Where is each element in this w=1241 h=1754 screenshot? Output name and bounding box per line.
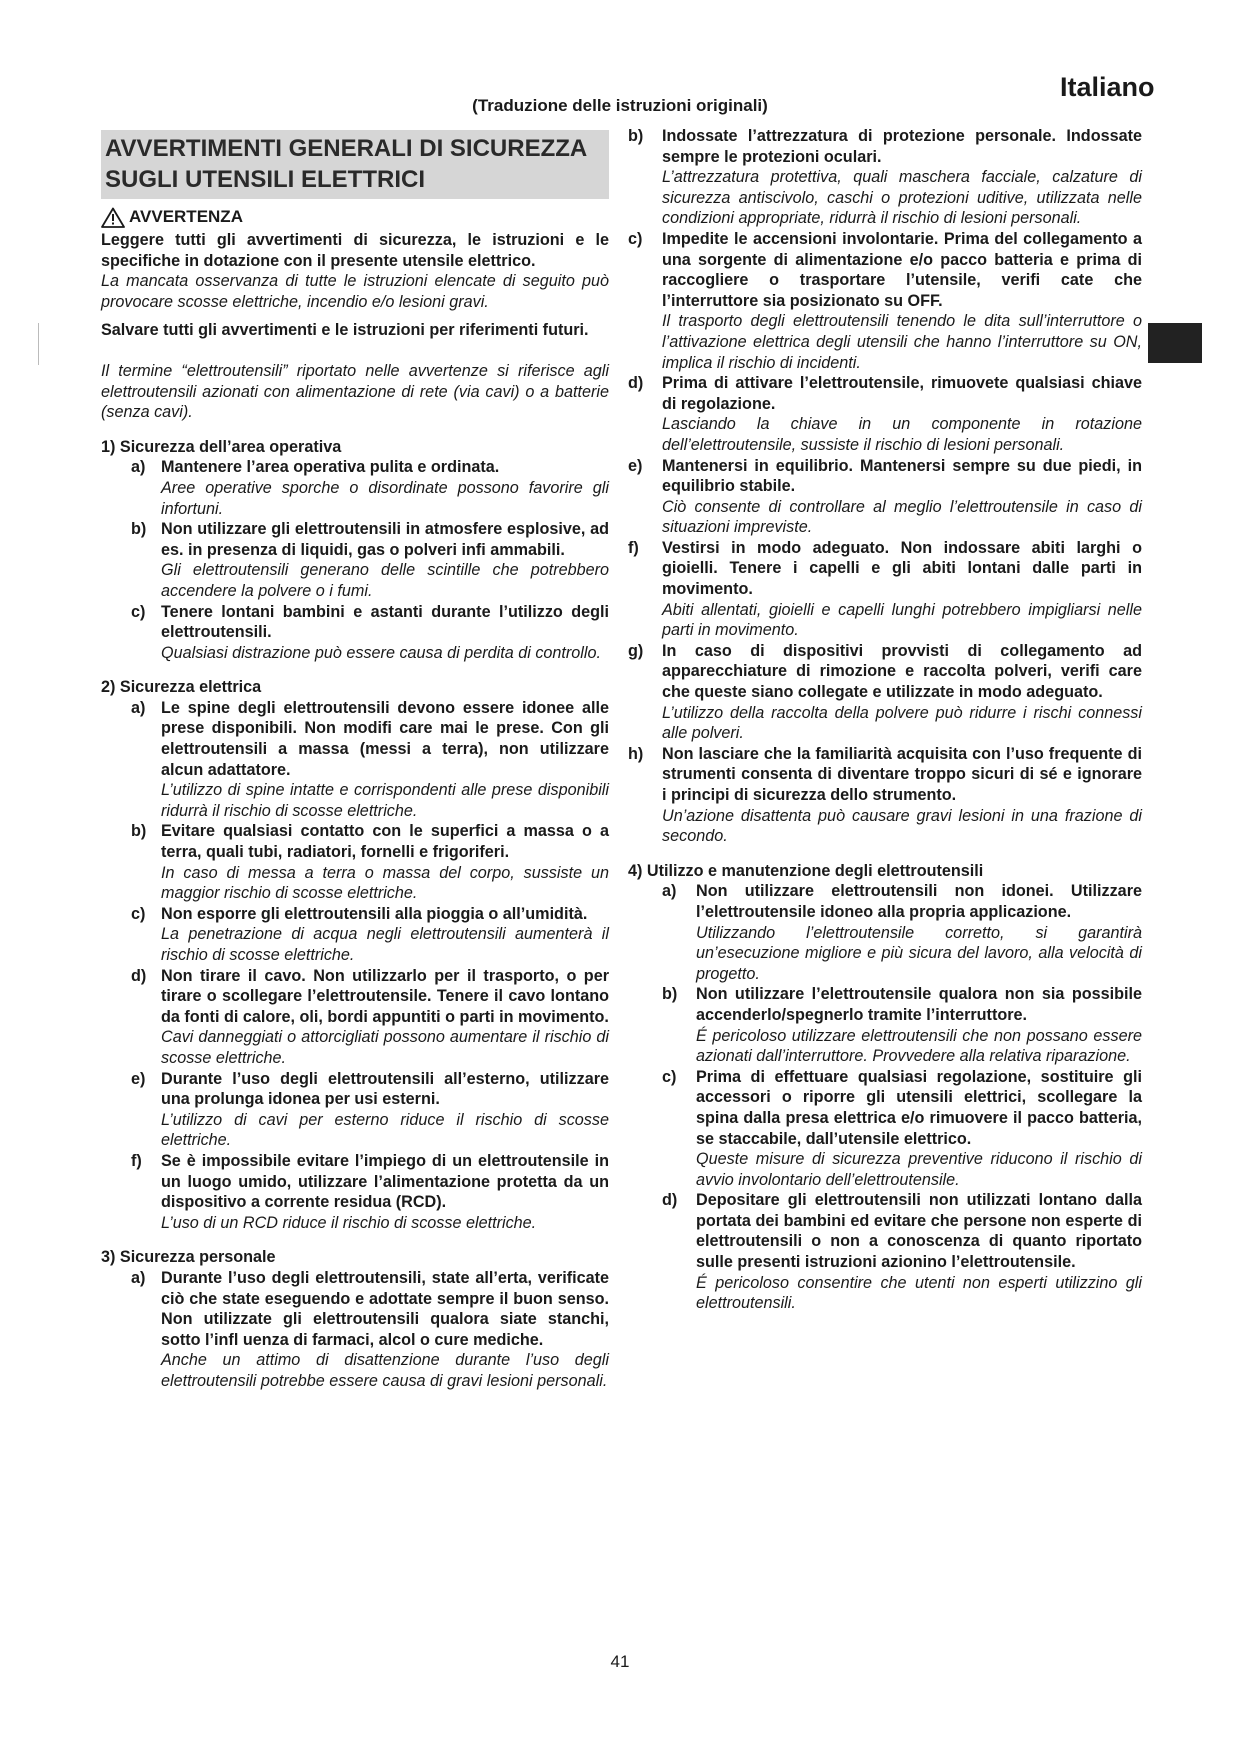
margin-line [38,323,39,365]
section-4-title: 4) Utilizzo e manutenzione degli elettroutensili [628,861,984,880]
language-label: Italiano [1060,72,1155,102]
list-item: a) Durante l’uso degli elettroutensili, state all’erta, verificate ciò che state eseguendo e adottate sempre il buon senso. Non utilizzate gli elettroutensili qualora siate stanchi, sotto l’infl uenza di farmaci, alcol o cure mediche. [131,1268,609,1349]
document-subtitle: (Traduzione delle istruzioni originali) [472,96,768,115]
item-note: In caso di messa a terra o massa del corpo, sussiste un maggior rischio di scosse elettriche. [161,863,609,903]
item-note: Abiti allentati, gioielli e capelli lunghi potrebbero impigliarsi nelle parti in movimento. [662,600,1142,640]
section-3-title: 3) Sicurezza personale [101,1248,276,1267]
list-item: f) Se è impossibile evitare l’impiego di un elettroutensile in un luogo umido, utilizzare l’alimentazione protetta da un dispositivo a corrente residua (RCD). [131,1151,609,1212]
item-note: Il trasporto degli elettroutensili tenendo le dita sull’interruttore o l’attivazione elettrica degli utensili che hanno l’interruttore su ON, implica il rischio di incidenti. [662,312,1142,372]
item-note: L’uso di un RCD riduce il rischio di scosse elettriche. [161,1213,537,1232]
save-instructions: Salvare tutti gli avvertimenti e le istruzioni per riferimenti futuri. [101,321,589,340]
list-item: f) Vestirsi in modo adeguato. Non indossare abiti larghi o gioielli. Tenere i capelli e gli abiti lontani dalle parti in movimento. [628,538,1142,599]
warning-triangle-icon [101,207,125,228]
warning-heading [101,207,609,228]
item-note: L’utilizzo della raccolta della polvere può ridurre i rischi connessi alle polveri. [662,703,1142,743]
term-definition: Il termine “elettroutensili” riportato nelle avvertenze si riferisce agli elettroutensili azionati con alimentazione di rete (via cavi) o a batterie (senza cavi). [101,361,609,422]
list-item: h) Non lasciare che la familiarità acquisita con l’uso frequente di strumenti consenta di diventare troppo sicuri di sé e ignorare i principi di sicurezza dello strumento. [628,744,1142,804]
section-1-title: 1) Sicurezza dell’area operativa [101,437,342,456]
warning-text: Leggere tutti gli avvertimenti di sicurezza, le istruzioni e le specifiche in dotazione con il presente utensile elettrico. [101,231,609,270]
item-note: La penetrazione di acqua negli elettroutensili aumenterà il rischio di scosse elettriche. [161,925,609,964]
list-item: g) In caso di dispositivi provvisti di collegamento ad apparecchiature di rimozione e raccolta polveri, verifi care che queste siano collegate e utilizzate in modo adeguato. [628,641,1142,702]
list-item: c) Impedite le accensioni involontarie. Prima del collegamento a una sorgente di alimentazione e/o pacco batteria e prima di raccogliere o trasportare l’utensile, verifi cate che l’interruttore sia posizionato su OFF. [628,229,1142,310]
item-note: Qualsiasi distrazione può essere causa di perdita di controllo. [161,643,602,662]
list-item: b) Indossate l’attrezzatura di protezione personale. Indossate sempre le protezioni oculari. [628,127,1142,166]
list-item: c) Tenere lontani bambini e astanti durante l’utilizzo degli elettroutensili. [131,602,609,642]
list-item: d) Depositare gli elettroutensili non utilizzati lontano dalla portata dei bambini ed evitare che persone non esperte di elettroutensili o non a conoscenza di quanto riportato sulle presenti istruzioni azionino l’elettroutensile. [662,1191,1142,1272]
right-column [628,126,1142,1314]
list-item: c) Prima di effettuare qualsiasi regolazione, sostituire gli accessori o riporre gli utensili elettrici, scollegare la spina dalla presa elettrica e/o rimuovere il pacco batteria, se staccabile, dall’utensile elettrico. [662,1067,1142,1148]
item-note: Lasciando la chiave in un componente in rotazione dell’elettroutensile, sussiste il rischio di lesioni personali. [662,415,1142,454]
list-item: b) Evitare qualsiasi contatto con le superfici a massa o a terra, quali tubi, radiatori, fornelli e frigoriferi. [131,822,609,862]
list-item: b) Non utilizzare l’elettroutensile qualora non sia possibile accenderlo/spegnerlo tramite l’interruttore. [662,985,1142,1024]
warning-consequence: La mancata osservanza di tutte le istruzioni elencate di seguito può provocare scosse elettriche, incendio e/o lesioni gravi. [101,272,609,311]
item-note: Un’azione disattenta può causare gravi lesioni in una frazione di secondo. [662,806,1142,846]
list-item: b) Non utilizzare gli elettroutensili in atmosfere esplosive, ad es. in presenza di liquidi, gas o polveri infi ammabili. [131,520,609,559]
item-note: L’utilizzo di spine intatte e corrispondenti alle prese disponibili ridurrà il rischio di scosse elettriche. [161,781,609,820]
item-note: Cavi danneggiati o attorcigliati possono aumentare il rischio di scosse elettriche. [161,1028,609,1067]
item-note: L’utilizzo di cavi per esterno riduce il rischio di scosse elettriche. [161,1110,609,1150]
list-item: e) Durante l’uso degli elettroutensili all’esterno, utilizzare una prolunga idonea per usi esterni. [131,1069,609,1109]
list-item: c) Non esporre gli elettroutensili alla pioggia o all’umidità. [131,904,588,923]
item-note: Gli elettroutensili generano delle scintille che potrebbero accendere la polvere o i fumi. [161,561,609,600]
item-note: Ciò consente di controllare al meglio l’elettroutensile in caso di situazioni impreviste. [662,497,1142,537]
list-item: a) Non utilizzare elettroutensili non idonei. Utilizzare l’elettroutensile idoneo alla propria applicazione. [662,882,1142,921]
item-note: Queste misure di sicurezza preventive riducono il rischio di avvio involontario dell’elettroutensile. [696,1150,1142,1189]
page-number: 41 [610,1652,630,1671]
list-item: a) Mantenere l’area operativa pulita e ordinata. [131,458,500,477]
section-tab-marker [1148,323,1202,363]
section-title: AVVERTIMENTI GENERALI DI SICUREZZA SUGLI UTENSILI ELETTRICI [101,130,609,199]
list-item: d) Non tirare il cavo. Non utilizzarlo per il trasporto, o per tirare o scollegare l’elettroutensile. Tenere il cavo lontano da fonti di calore, oli, bordi appuntiti o parti in movimento. [131,966,609,1026]
warning-label: AVVERTENZA [129,207,243,227]
left-column [101,130,609,1391]
item-note: É pericoloso utilizzare elettroutensili che non possano essere azionati dall’interruttore. Provvedere alla relativa riparazione. [696,1026,1142,1066]
item-note: L’attrezzatura protettiva, quali maschera facciale, calzature di sicurezza antiscivolo, caschi o protezioni uditive, utilizzata nelle condizioni appropriate, ridurrà il rischio di lesioni personali. [662,168,1142,228]
list-item: a) Le spine degli elettroutensili devono essere idonee alle prese disponibili. Non modifi care mai le prese. Con gli elettroutensili a massa (messi a terra), non utilizzare alcun adattatore. [131,698,609,779]
item-note: É pericoloso consentire che utenti non esperti utilizzino gli elettroutensili. [696,1273,1142,1313]
item-note: Utilizzando l’elettroutensile corretto, si garantirà un’esecuzione migliore e più sicura del lavoro, alla velocità di progetto. [696,923,1142,983]
list-item: e) Mantenersi in equilibrio. Mantenersi sempre su due piedi, in equilibrio stabile. [628,456,1142,496]
list-item: d) Prima di attivare l’elettroutensile, rimuovete qualsiasi chiave di regolazione. [628,374,1142,413]
item-note: Aree operative sporche o disordinate possono favorire gli infortuni. [161,478,609,518]
item-note: Anche un attimo di disattenzione durante l’uso degli elettroutensili potrebbe essere causa di gravi lesioni personali. [161,1351,609,1390]
section-2-title: 2) Sicurezza elettrica [101,678,262,697]
